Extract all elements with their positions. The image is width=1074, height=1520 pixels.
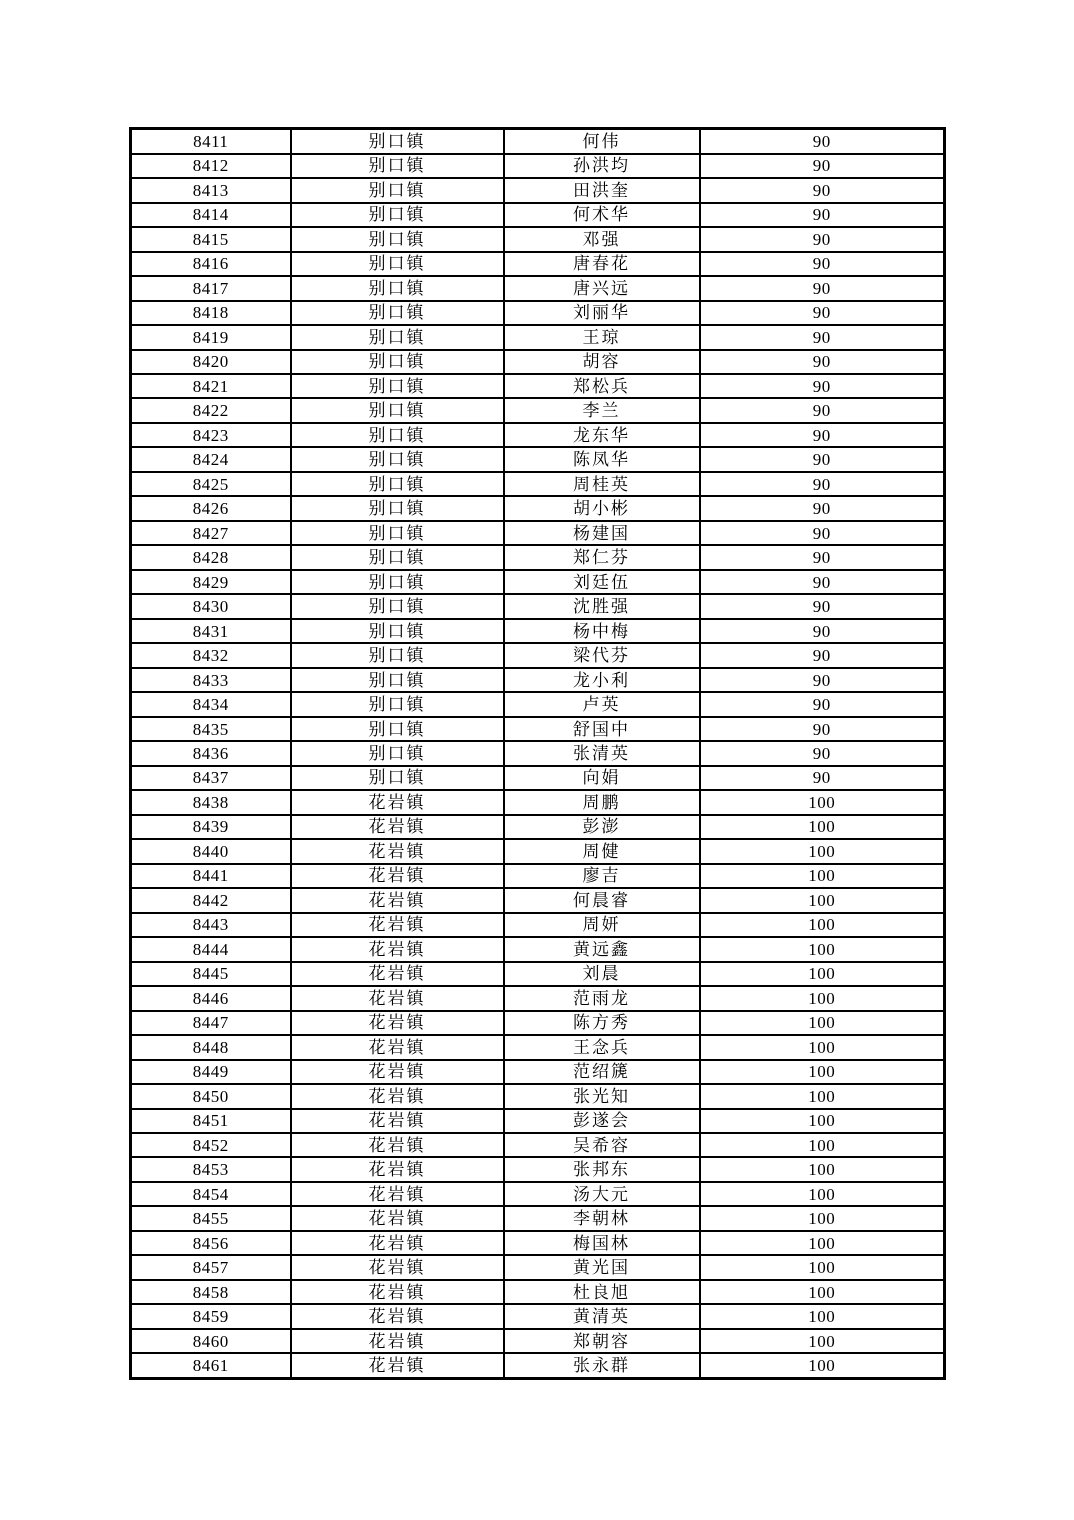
cell-id: 8452 — [131, 1133, 291, 1157]
cell-score: 100 — [700, 1329, 945, 1353]
cell-id: 8412 — [131, 154, 291, 178]
cell-id: 8429 — [131, 570, 291, 594]
cell-name: 张邦东 — [504, 1157, 700, 1181]
cell-name: 胡容 — [504, 350, 700, 374]
cell-name: 李兰 — [504, 398, 700, 422]
cell-score: 100 — [700, 1133, 945, 1157]
table-row — [131, 815, 945, 839]
cell-score: 100 — [700, 962, 945, 986]
cell-town: 别口镇 — [291, 227, 504, 251]
cell-score: 100 — [700, 1084, 945, 1108]
cell-town: 别口镇 — [291, 496, 504, 520]
cell-name: 黄光国 — [504, 1255, 700, 1279]
table-row — [131, 1133, 945, 1157]
cell-town: 花岩镇 — [291, 1206, 504, 1230]
cell-id: 8443 — [131, 913, 291, 937]
cell-score: 90 — [700, 423, 945, 447]
cell-name: 彭澎 — [504, 815, 700, 839]
cell-id: 8428 — [131, 545, 291, 569]
cell-town: 别口镇 — [291, 570, 504, 594]
cell-town: 别口镇 — [291, 276, 504, 300]
cell-name: 梅国林 — [504, 1231, 700, 1255]
cell-id: 8454 — [131, 1182, 291, 1206]
cell-score: 100 — [700, 864, 945, 888]
cell-id: 8424 — [131, 447, 291, 471]
cell-id: 8460 — [131, 1329, 291, 1353]
cell-town: 花岩镇 — [291, 1060, 504, 1084]
table-row — [131, 1011, 945, 1035]
cell-id: 8455 — [131, 1206, 291, 1230]
cell-town: 别口镇 — [291, 301, 504, 325]
cell-town: 花岩镇 — [291, 986, 504, 1010]
cell-id: 8426 — [131, 496, 291, 520]
cell-name: 郑朝容 — [504, 1329, 700, 1353]
cell-score: 100 — [700, 839, 945, 863]
table-row — [131, 252, 945, 276]
table-row — [131, 864, 945, 888]
cell-town: 花岩镇 — [291, 1329, 504, 1353]
table-row — [131, 741, 945, 765]
cell-town: 花岩镇 — [291, 913, 504, 937]
cell-id: 8416 — [131, 252, 291, 276]
cell-name: 梁代芬 — [504, 643, 700, 667]
cell-score: 90 — [700, 301, 945, 325]
table-row — [131, 717, 945, 741]
cell-name: 杨中梅 — [504, 619, 700, 643]
cell-name: 张清英 — [504, 741, 700, 765]
cell-id: 8430 — [131, 594, 291, 618]
cell-town: 花岩镇 — [291, 1304, 504, 1328]
cell-name: 刘晨 — [504, 962, 700, 986]
cell-score: 90 — [700, 374, 945, 398]
table-row — [131, 545, 945, 569]
cell-town: 花岩镇 — [291, 888, 504, 912]
cell-name: 唐兴远 — [504, 276, 700, 300]
cell-name: 郑仁芬 — [504, 545, 700, 569]
cell-id: 8458 — [131, 1280, 291, 1304]
cell-town: 别口镇 — [291, 447, 504, 471]
cell-score: 90 — [700, 178, 945, 202]
cell-town: 花岩镇 — [291, 815, 504, 839]
cell-town: 花岩镇 — [291, 864, 504, 888]
cell-name: 周健 — [504, 839, 700, 863]
cell-town: 别口镇 — [291, 717, 504, 741]
cell-id: 8433 — [131, 668, 291, 692]
cell-score: 90 — [700, 276, 945, 300]
cell-name: 沈胜强 — [504, 594, 700, 618]
cell-name: 卢英 — [504, 692, 700, 716]
cell-name: 杜良旭 — [504, 1280, 700, 1304]
cell-name: 田洪奎 — [504, 178, 700, 202]
table-row — [131, 643, 945, 667]
cell-score: 90 — [700, 643, 945, 667]
cell-score: 90 — [700, 521, 945, 545]
table-row — [131, 1304, 945, 1328]
cell-name: 陈方秀 — [504, 1011, 700, 1035]
cell-id: 8415 — [131, 227, 291, 251]
table-row — [131, 178, 945, 202]
cell-town: 别口镇 — [291, 423, 504, 447]
cell-id: 8413 — [131, 178, 291, 202]
cell-score: 90 — [700, 447, 945, 471]
cell-id: 8411 — [131, 129, 291, 154]
cell-score: 100 — [700, 815, 945, 839]
cell-name: 李朝林 — [504, 1206, 700, 1230]
table-row — [131, 521, 945, 545]
table-row — [131, 570, 945, 594]
cell-id: 8427 — [131, 521, 291, 545]
cell-town: 花岩镇 — [291, 790, 504, 814]
cell-town: 花岩镇 — [291, 1011, 504, 1035]
cell-town: 别口镇 — [291, 619, 504, 643]
cell-town: 别口镇 — [291, 129, 504, 154]
cell-name: 唐春花 — [504, 252, 700, 276]
cell-score: 100 — [700, 1206, 945, 1230]
cell-id: 8417 — [131, 276, 291, 300]
cell-id: 8439 — [131, 815, 291, 839]
cell-score: 90 — [700, 570, 945, 594]
cell-score: 100 — [700, 1182, 945, 1206]
cell-name: 王琼 — [504, 325, 700, 349]
cell-score: 90 — [700, 766, 945, 790]
cell-id: 8419 — [131, 325, 291, 349]
cell-score: 100 — [700, 1304, 945, 1328]
cell-id: 8421 — [131, 374, 291, 398]
table-row — [131, 668, 945, 692]
cell-name: 邓强 — [504, 227, 700, 251]
cell-name: 郑松兵 — [504, 374, 700, 398]
cell-id: 8453 — [131, 1157, 291, 1181]
cell-name: 周鹏 — [504, 790, 700, 814]
cell-name: 吴希容 — [504, 1133, 700, 1157]
cell-id: 8442 — [131, 888, 291, 912]
cell-town: 别口镇 — [291, 668, 504, 692]
cell-score: 90 — [700, 325, 945, 349]
table-row — [131, 496, 945, 520]
cell-name: 汤大元 — [504, 1182, 700, 1206]
cell-town: 别口镇 — [291, 521, 504, 545]
cell-town: 别口镇 — [291, 594, 504, 618]
cell-id: 8449 — [131, 1060, 291, 1084]
cell-id: 8425 — [131, 472, 291, 496]
table-row — [131, 1109, 945, 1133]
table-row — [131, 1231, 945, 1255]
cell-name: 何伟 — [504, 129, 700, 154]
table-row — [131, 423, 945, 447]
table-row — [131, 276, 945, 300]
cell-id: 8448 — [131, 1035, 291, 1059]
cell-town: 别口镇 — [291, 766, 504, 790]
cell-score: 100 — [700, 1255, 945, 1279]
cell-town: 别口镇 — [291, 325, 504, 349]
table-row — [131, 839, 945, 863]
cell-score: 100 — [700, 1035, 945, 1059]
table-row — [131, 1280, 945, 1304]
cell-score: 100 — [700, 1280, 945, 1304]
cell-name: 何晨睿 — [504, 888, 700, 912]
table-row — [131, 350, 945, 374]
cell-score: 90 — [700, 717, 945, 741]
cell-id: 8438 — [131, 790, 291, 814]
cell-score: 90 — [700, 227, 945, 251]
cell-town: 别口镇 — [291, 203, 504, 227]
cell-id: 8432 — [131, 643, 291, 667]
cell-score: 90 — [700, 398, 945, 422]
cell-id: 8422 — [131, 398, 291, 422]
table-row — [131, 766, 945, 790]
cell-id: 8423 — [131, 423, 291, 447]
cell-id: 8440 — [131, 839, 291, 863]
cell-name: 何术华 — [504, 203, 700, 227]
cell-town: 别口镇 — [291, 178, 504, 202]
cell-name: 胡小彬 — [504, 496, 700, 520]
table-row — [131, 1084, 945, 1108]
cell-score: 90 — [700, 154, 945, 178]
cell-id: 8446 — [131, 986, 291, 1010]
cell-score: 90 — [700, 545, 945, 569]
table-row — [131, 619, 945, 643]
cell-id: 8445 — [131, 962, 291, 986]
cell-name: 周桂英 — [504, 472, 700, 496]
cell-id: 8461 — [131, 1353, 291, 1378]
table-row — [131, 1060, 945, 1084]
cell-name: 廖吉 — [504, 864, 700, 888]
cell-id: 8420 — [131, 350, 291, 374]
cell-name: 范绍篪 — [504, 1060, 700, 1084]
table-row — [131, 447, 945, 471]
cell-score: 100 — [700, 1353, 945, 1378]
table-row — [131, 1182, 945, 1206]
table-row — [131, 1157, 945, 1181]
cell-score: 90 — [700, 203, 945, 227]
cell-id: 8456 — [131, 1231, 291, 1255]
table-row — [131, 937, 945, 961]
cell-town: 别口镇 — [291, 350, 504, 374]
cell-town: 别口镇 — [291, 472, 504, 496]
cell-town: 别口镇 — [291, 545, 504, 569]
cell-id: 8434 — [131, 692, 291, 716]
cell-town: 花岩镇 — [291, 1035, 504, 1059]
cell-name: 范雨龙 — [504, 986, 700, 1010]
table-row — [131, 472, 945, 496]
cell-score: 100 — [700, 1109, 945, 1133]
cell-town: 花岩镇 — [291, 1280, 504, 1304]
cell-name: 彭遂会 — [504, 1109, 700, 1133]
cell-score: 90 — [700, 350, 945, 374]
cell-town: 花岩镇 — [291, 962, 504, 986]
cell-town: 别口镇 — [291, 692, 504, 716]
table-row — [131, 1255, 945, 1279]
cell-score: 90 — [700, 129, 945, 154]
cell-score: 90 — [700, 741, 945, 765]
cell-score: 100 — [700, 937, 945, 961]
cell-town: 别口镇 — [291, 398, 504, 422]
cell-name: 王念兵 — [504, 1035, 700, 1059]
cell-name: 龙东华 — [504, 423, 700, 447]
cell-town: 花岩镇 — [291, 839, 504, 863]
cell-score: 100 — [700, 1231, 945, 1255]
table-row — [131, 790, 945, 814]
cell-id: 8418 — [131, 301, 291, 325]
cell-name: 张光知 — [504, 1084, 700, 1108]
table-row — [131, 594, 945, 618]
cell-town: 花岩镇 — [291, 937, 504, 961]
cell-name: 张永群 — [504, 1353, 700, 1378]
score-table — [129, 127, 946, 1380]
cell-score: 90 — [700, 252, 945, 276]
cell-name: 周妍 — [504, 913, 700, 937]
cell-score: 90 — [700, 594, 945, 618]
cell-town: 别口镇 — [291, 252, 504, 276]
cell-town: 花岩镇 — [291, 1084, 504, 1108]
table-row — [131, 1353, 945, 1378]
table-row — [131, 692, 945, 716]
cell-town: 花岩镇 — [291, 1353, 504, 1378]
cell-town: 别口镇 — [291, 154, 504, 178]
cell-score: 100 — [700, 888, 945, 912]
table-row — [131, 325, 945, 349]
cell-name: 陈凤华 — [504, 447, 700, 471]
cell-id: 8451 — [131, 1109, 291, 1133]
table-row — [131, 203, 945, 227]
table-row — [131, 1329, 945, 1353]
cell-town: 花岩镇 — [291, 1182, 504, 1206]
cell-score: 90 — [700, 692, 945, 716]
cell-id: 8414 — [131, 203, 291, 227]
table-row — [131, 154, 945, 178]
cell-town: 花岩镇 — [291, 1255, 504, 1279]
cell-id: 8444 — [131, 937, 291, 961]
cell-id: 8447 — [131, 1011, 291, 1035]
table-row — [131, 1206, 945, 1230]
cell-id: 8431 — [131, 619, 291, 643]
cell-name: 向娟 — [504, 766, 700, 790]
cell-score: 90 — [700, 619, 945, 643]
cell-town: 花岩镇 — [291, 1109, 504, 1133]
cell-name: 黄远鑫 — [504, 937, 700, 961]
table-row — [131, 129, 945, 154]
cell-name: 孙洪均 — [504, 154, 700, 178]
cell-score: 90 — [700, 668, 945, 692]
cell-score: 100 — [700, 986, 945, 1010]
cell-name: 刘廷伍 — [504, 570, 700, 594]
cell-score: 100 — [700, 913, 945, 937]
cell-name: 刘丽华 — [504, 301, 700, 325]
cell-id: 8450 — [131, 1084, 291, 1108]
score-table-body — [131, 129, 945, 1379]
cell-town: 别口镇 — [291, 643, 504, 667]
table-row — [131, 962, 945, 986]
cell-name: 杨建国 — [504, 521, 700, 545]
cell-id: 8457 — [131, 1255, 291, 1279]
table-row — [131, 374, 945, 398]
cell-name: 黄清英 — [504, 1304, 700, 1328]
table-row — [131, 301, 945, 325]
table-row — [131, 888, 945, 912]
table-row — [131, 913, 945, 937]
cell-id: 8436 — [131, 741, 291, 765]
cell-score: 100 — [700, 1060, 945, 1084]
cell-score: 100 — [700, 1157, 945, 1181]
table-row — [131, 398, 945, 422]
cell-name: 龙小利 — [504, 668, 700, 692]
cell-score: 100 — [700, 1011, 945, 1035]
cell-town: 花岩镇 — [291, 1133, 504, 1157]
cell-id: 8435 — [131, 717, 291, 741]
cell-town: 花岩镇 — [291, 1231, 504, 1255]
table-row — [131, 227, 945, 251]
cell-id: 8441 — [131, 864, 291, 888]
cell-town: 别口镇 — [291, 741, 504, 765]
cell-score: 90 — [700, 472, 945, 496]
cell-score: 90 — [700, 496, 945, 520]
table-row — [131, 1035, 945, 1059]
cell-id: 8437 — [131, 766, 291, 790]
cell-town: 花岩镇 — [291, 1157, 504, 1181]
cell-id: 8459 — [131, 1304, 291, 1328]
table-row — [131, 986, 945, 1010]
cell-town: 别口镇 — [291, 374, 504, 398]
cell-score: 100 — [700, 790, 945, 814]
cell-name: 舒国中 — [504, 717, 700, 741]
